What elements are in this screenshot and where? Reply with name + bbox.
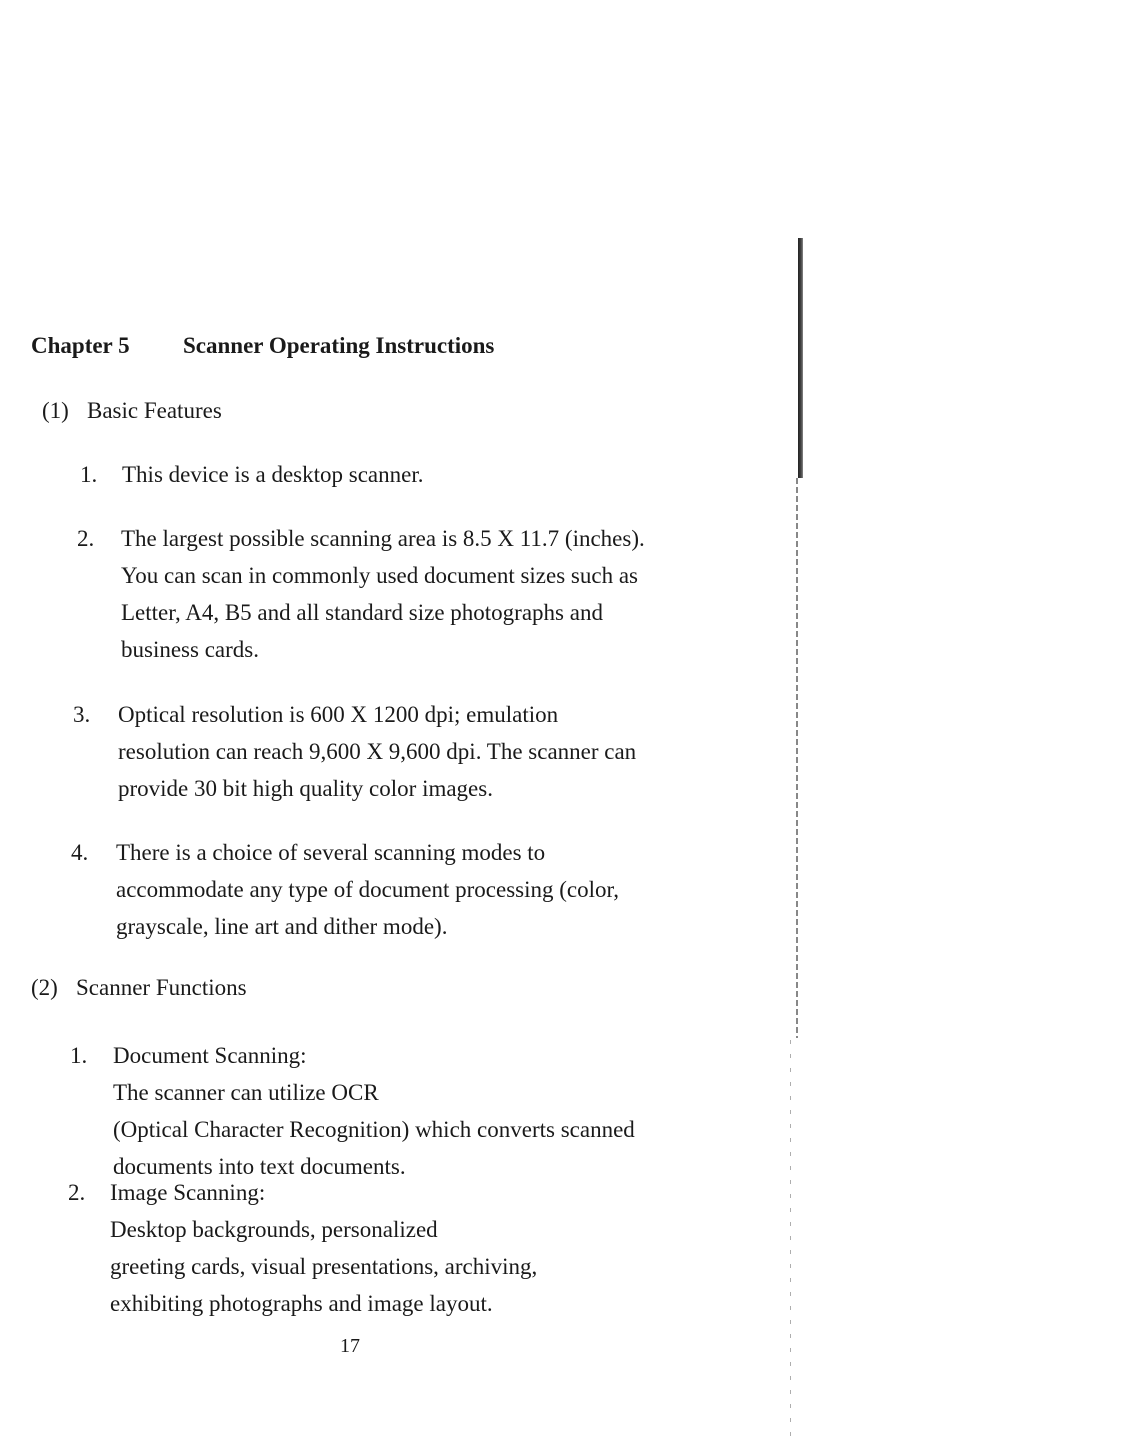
page-number: 17 [340,1335,360,1357]
item-text-line: You can scan in commonly used document sizes such as [121,563,638,588]
item-text-line: grayscale, line art and dither mode). [116,914,448,939]
section-label: (2) [31,975,58,1000]
scan-edge-artifact [790,1040,791,1440]
item-text-line: resolution can reach 9,600 X 9,600 dpi. The scanner can [118,739,637,764]
chapter-title: Scanner Operating Instructions [183,333,495,358]
section-label: (1) [42,398,69,423]
item-number: 3. [73,702,91,727]
item-term: Document Scanning: [113,1043,307,1068]
item-text-line: exhibiting photographs and image layout. [110,1291,493,1316]
item-text-line: The largest possible scanning area is 8.5 X 11.7 (inches). [121,526,645,551]
item-text-line: accommodate any type of document processing (color, [116,877,619,902]
scan-edge-artifact [796,478,798,1038]
section-title: Basic Features [87,398,222,423]
item-text-line: (Optical Character Recognition) which converts scanned [113,1117,635,1142]
item-text-line: There is a choice of several scanning modes to [116,840,546,865]
item-text-line: Optical resolution is 600 X 1200 dpi; emulation [118,702,559,727]
item-text-line: documents into text documents. [113,1154,406,1179]
chapter-number: Chapter 5 [31,333,130,358]
item-number: 1. [80,462,98,487]
scan-edge-artifact [798,238,803,478]
item-text-line: business cards. [121,637,259,662]
item-text-line: Desktop backgrounds, personalized [110,1217,438,1242]
item-text-line: This device is a desktop scanner. [122,462,424,487]
item-text-line: The scanner can utilize OCR [113,1080,379,1105]
item-number: 2. [77,526,95,551]
item-number: 1. [70,1043,88,1068]
item-number: 2. [68,1180,86,1205]
chapter-heading [31,333,494,359]
item-number: 4. [71,840,89,865]
item-text-line: greeting cards, visual presentations, archiving, [110,1254,538,1279]
item-term: Image Scanning: [110,1180,266,1205]
section-heading-basic-features [42,398,222,424]
section-heading-scanner-functions [31,975,247,1001]
item-text-line: provide 30 bit high quality color images. [118,776,493,801]
section-title: Scanner Functions [76,975,247,1000]
item-text-line: Letter, A4, B5 and all standard size photographs and [121,600,603,625]
